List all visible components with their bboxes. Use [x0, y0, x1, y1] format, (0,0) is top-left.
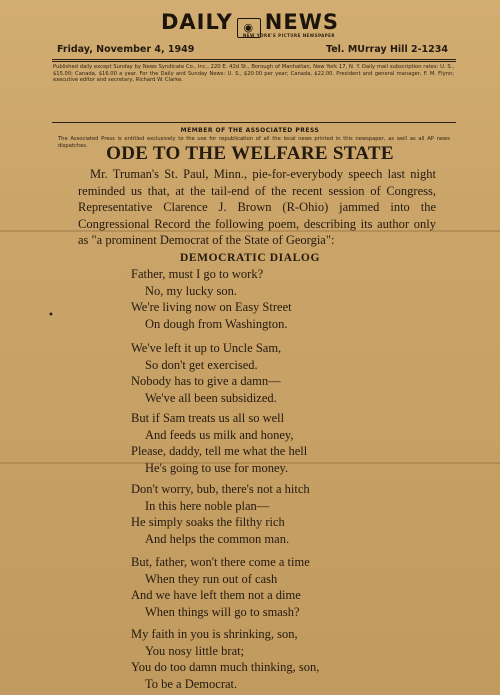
poem-line: We've all been subsidized. [145, 390, 277, 405]
poem-line: And feeds us milk and honey, [145, 427, 294, 442]
poem-line: To be a Democrat. [145, 676, 238, 691]
divider [52, 61, 456, 62]
poem-line: When things will go to smash? [145, 604, 300, 619]
poem-line: In this here noble plan— [145, 498, 270, 513]
poem-line: When they run out of cash [145, 571, 278, 586]
editorial-intro: Mr. Truman's St. Paul, Minn., pie-for-everybody speech last night reminded us that, at the tail-end of the recent session of Congress, Representative Clarence J. Brown (R-Ohio) jammed into the Congressional Record the following poem, describing its author only as "a prominent Democrat of the State of Georgia": [78, 167, 436, 247]
poem-line: But if Sam treats us all so well [131, 411, 285, 425]
masthead [0, 10, 500, 38]
poem-line: My faith in you is shrinking, son, [131, 627, 298, 641]
poem-line: We're living now on Easy Street [131, 300, 292, 314]
telephone-number: Tel. MUrray Hill 2-1234 [325, 44, 448, 55]
poem-line: Nobody has to give a damn— [131, 374, 281, 388]
poem-line: And we have left them not a dime [131, 588, 301, 602]
poem-line: So don't get exercised. [145, 357, 258, 372]
newspaper-nameplate [161, 10, 339, 38]
dateline [57, 44, 448, 58]
issue-date: Friday, November 4, 1949 [57, 44, 195, 55]
poem-line: Father, must I go to work? [131, 267, 264, 281]
poem-line: He's going to use for money. [145, 460, 289, 475]
nameplate-subtitle: NEW YORK'S PICTURE NEWSPAPER [242, 33, 335, 38]
ap-notice: The Associated Press is entitled exclusively to the use for republication of all the local news printed in this newspaper, as well as all AP news dispatches. [58, 136, 450, 149]
poem-line: And helps the common man. [145, 531, 290, 546]
poem-line: But, father, won't there come a time [131, 555, 310, 569]
poem-line: Don't worry, bub, there's not a hitch [131, 482, 310, 496]
poem-title: DEMOCRATIC DIALOG [179, 252, 320, 264]
nameplate-right: NEWS [264, 10, 340, 34]
camera-emblem-icon: ◉ [237, 18, 261, 38]
divider [52, 59, 456, 60]
divider [52, 122, 456, 123]
poem-line: You nosy little brat; [145, 643, 245, 658]
poem-line: Please, daddy, tell me what the hell [131, 444, 308, 458]
poem-line: On dough from Washington. [145, 316, 288, 331]
poem-line: We've left it up to Uncle Sam, [131, 341, 282, 355]
nameplate-left: DAILY [160, 10, 233, 34]
poem-line: He simply soaks the filthy rich [131, 515, 285, 529]
editorial-headline: ODE TO THE WELFARE STATE [106, 143, 394, 164]
ap-membership-heading: MEMBER OF THE ASSOCIATED PRESS [180, 127, 320, 134]
ink-speck: • [48, 310, 54, 321]
poem-line: You do too damn much thinking, son, [131, 660, 320, 674]
poem-line: No, my lucky son. [145, 283, 238, 298]
publisher-note: Published daily except Sunday by News Syndicate Co., Inc., 220 E. 42d St., Borough of Manhattan, New York 17, N. Y. Daily mail subscription rates: U. S., $15.00; Canada, $16.00 a year. For the Daily and Sunday News: U. S., $20.00 per year; Canada, $22.00. President and general manager, F. M. Flynn; executive editor and secretary, Richard W. Clarke. [53, 64, 454, 84]
